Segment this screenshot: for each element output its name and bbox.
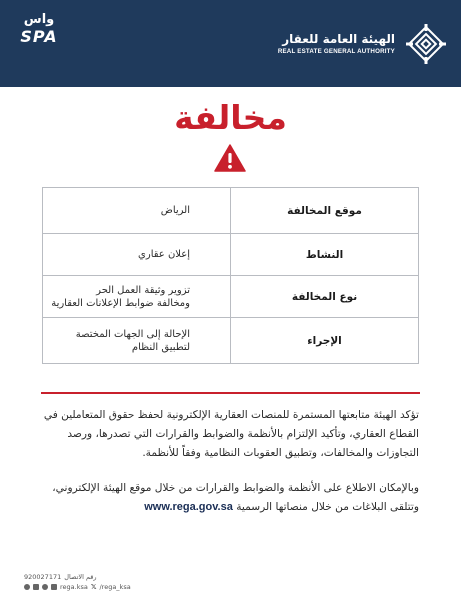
rega-emblem-icon <box>405 23 447 65</box>
row-label: موقع المخالفة <box>231 188 419 234</box>
row-value <box>43 318 231 364</box>
value-line: إعلان عقاري <box>138 249 190 260</box>
x-icon[interactable]: 𝕏 <box>90 583 97 591</box>
linkedin-icon[interactable] <box>51 584 57 590</box>
table-row <box>43 318 419 364</box>
youtube-icon[interactable] <box>33 584 39 590</box>
value-line: تزوير وثيقة العمل الحر <box>96 284 190 296</box>
footer-contact <box>24 572 131 582</box>
footer-social <box>24 582 131 592</box>
authority-name-english: REAL ESTATE GENERAL AUTHORITY <box>277 48 395 55</box>
social-handle-2[interactable]: /rega_ksa <box>99 583 131 591</box>
instagram-icon[interactable] <box>42 584 48 590</box>
website-link[interactable]: www.rega.gov.sa <box>144 501 233 513</box>
warning-triangle-icon <box>214 144 246 172</box>
authority-logo <box>278 22 447 66</box>
row-label: النشاط <box>231 234 419 276</box>
contact-label: رقم الاتصال <box>64 573 97 581</box>
row-value <box>43 276 231 318</box>
statement-paragraph: تؤكد الهيئة متابعتها المستمرة للمنصات العقارية الإلكترونية لحفظ حقوق المتعاملين في القطاع العقاري، وتأكيد الإلتزام بالأنظمة والضوابط والقرارات التي تصدرها، ورصد التجاوزات والمخالفات، وتطبيق العقوبات النظامية وفقاً للأنظمة. <box>43 409 419 459</box>
footer <box>24 572 131 592</box>
spa-logo <box>14 12 64 56</box>
value-line: لتطبيق النظام <box>131 341 190 353</box>
row-value <box>43 234 231 276</box>
page-title: مخالفة <box>174 98 287 137</box>
contact-number: 920027171 <box>24 573 62 581</box>
spa-logo-latin: SPA <box>20 27 58 46</box>
row-label: الإجراء <box>231 318 419 364</box>
contact-paragraph <box>41 479 419 517</box>
table-row <box>43 276 419 318</box>
table-row <box>43 234 419 276</box>
social-handle-1[interactable]: rega.ksa <box>60 583 88 591</box>
contact-text: وبالإمكان الاطلاع على الأنظمة والضوابط والقرارات من خلال موقع الهيئة الإلكتروني، وتتلقى البلاغات من خلال منصاتها الرسمية <box>52 482 419 513</box>
section-divider <box>41 392 420 394</box>
value-line: ومخالفة ضوابط الإعلانات العقارية <box>51 297 190 309</box>
snapchat-icon[interactable] <box>24 584 30 590</box>
value-line: الإحالة إلى الجهات المختصة <box>75 328 190 340</box>
violation-details-table <box>42 187 419 364</box>
spa-logo-arabic: واس <box>23 12 55 27</box>
row-value <box>43 188 231 234</box>
table-row <box>43 188 419 234</box>
value-line: الرياض <box>160 205 190 216</box>
row-label: نوع المخالفة <box>231 276 419 318</box>
header-banner <box>0 0 461 87</box>
authority-name-arabic: الهيئة العامة للعقار <box>282 32 395 46</box>
